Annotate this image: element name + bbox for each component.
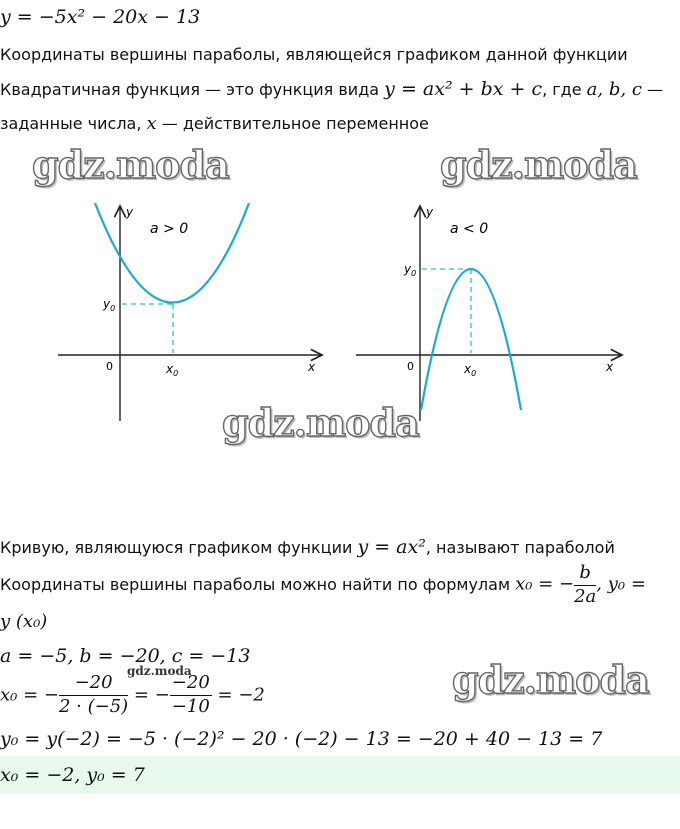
vertex-formula-text: Координаты вершины параболы можно найти по формулам	[0, 574, 511, 594]
y-axis-label: y	[426, 205, 434, 219]
x0-fraction-1-numerator: −20	[59, 672, 128, 696]
origin-label: 0	[106, 360, 113, 373]
theory-line-1	[0, 78, 663, 100]
theory-given-numbers: заданные числа,	[0, 114, 142, 133]
x0-sub: 0	[173, 369, 179, 378]
parabola-definition	[0, 536, 615, 558]
theory-line-2	[0, 113, 429, 134]
x0-letter: x	[464, 362, 472, 376]
graph-a-positive	[50, 196, 335, 426]
vertex-y0-lhs: , y₀ =	[596, 573, 646, 595]
x0-fraction-2-numerator: −20	[170, 672, 212, 696]
x0-letter: x	[166, 362, 174, 376]
theory-variable-desc: — действительное переменное	[156, 114, 429, 133]
y0-calculation: y₀ = y(−2) = −5 · (−2)² − 20 · (−2) − 13 = −20 + 40 − 13 = 7	[0, 728, 603, 750]
function-rhs: −5x² − 20x − 13	[38, 6, 201, 28]
coefficients-values: a = −5, b = −20, c = −13	[0, 645, 251, 667]
theory-definition-text: Квадратичная функция — это функция вида	[0, 80, 380, 99]
parabola-up	[95, 203, 249, 303]
vertex-x0-fraction	[574, 562, 596, 608]
watermark-top-right: gdz.moda	[440, 142, 637, 187]
graph-a-negative	[350, 196, 635, 426]
x0-result: = −2	[211, 684, 265, 706]
x0-sub: 0	[471, 369, 477, 378]
question-text: Координаты вершины параболы, являющейся графиком данной функции	[0, 45, 628, 64]
x0-lhs: x₀ = −	[0, 684, 59, 706]
x0-fraction-2-denominator: −10	[171, 695, 210, 717]
y0-letter: y	[103, 297, 111, 311]
watermark-small: gdz.moda	[127, 664, 192, 678]
watermark-bottom-right: gdz.moda	[452, 657, 649, 702]
condition-label: a < 0	[450, 221, 489, 237]
y0-sub: 0	[110, 304, 116, 313]
y0-sub: 0	[411, 269, 417, 278]
x-axis-label: x	[606, 360, 614, 374]
x0-middle: = −	[128, 684, 170, 706]
x0-fraction-1-denominator: 2 · (−5)	[58, 695, 129, 717]
function-equation: y = −5x² − 20x − 13	[0, 6, 201, 28]
x0-fraction-1	[59, 672, 128, 718]
coefficients-list: a, b, c	[586, 79, 642, 100]
condition-label: a > 0	[150, 221, 189, 237]
final-answer: x₀ = −2, y₀ = 7	[0, 764, 145, 786]
vertex-x0-lhs: x₀ = −	[515, 573, 575, 595]
vertex-x0-denominator: 2a	[574, 585, 597, 607]
vertex-y0-continuation: y (x₀)	[0, 611, 48, 632]
y0-label	[102, 297, 115, 313]
watermark-middle: gdz.moda	[222, 400, 419, 445]
vertex-x0-numerator: b	[574, 562, 596, 586]
vertex-formula-line	[0, 562, 646, 608]
x0-fraction-2	[170, 672, 212, 718]
parabola-definition-tail: , называют параболой	[425, 538, 615, 557]
origin-label: 0	[407, 360, 414, 373]
function-lhs: y	[0, 6, 11, 28]
parabola-formula: y = ax²	[357, 536, 426, 558]
x0-calculation	[0, 672, 265, 718]
y-axis-label: y	[126, 205, 134, 219]
variable-x: x	[146, 113, 157, 134]
theory-dash: —	[641, 80, 663, 99]
y0-label	[403, 262, 416, 278]
x-axis-label: x	[308, 360, 316, 374]
parabola-definition-text: Кривую, являющуюся графиком функции	[0, 538, 353, 557]
watermark-top-left: gdz.moda	[32, 142, 229, 187]
theory-where: , где	[542, 80, 582, 99]
x0-label	[463, 362, 476, 378]
y0-letter: y	[404, 262, 412, 276]
x0-label	[165, 362, 178, 378]
quadratic-formula: y = ax² + bx + c	[384, 78, 543, 100]
